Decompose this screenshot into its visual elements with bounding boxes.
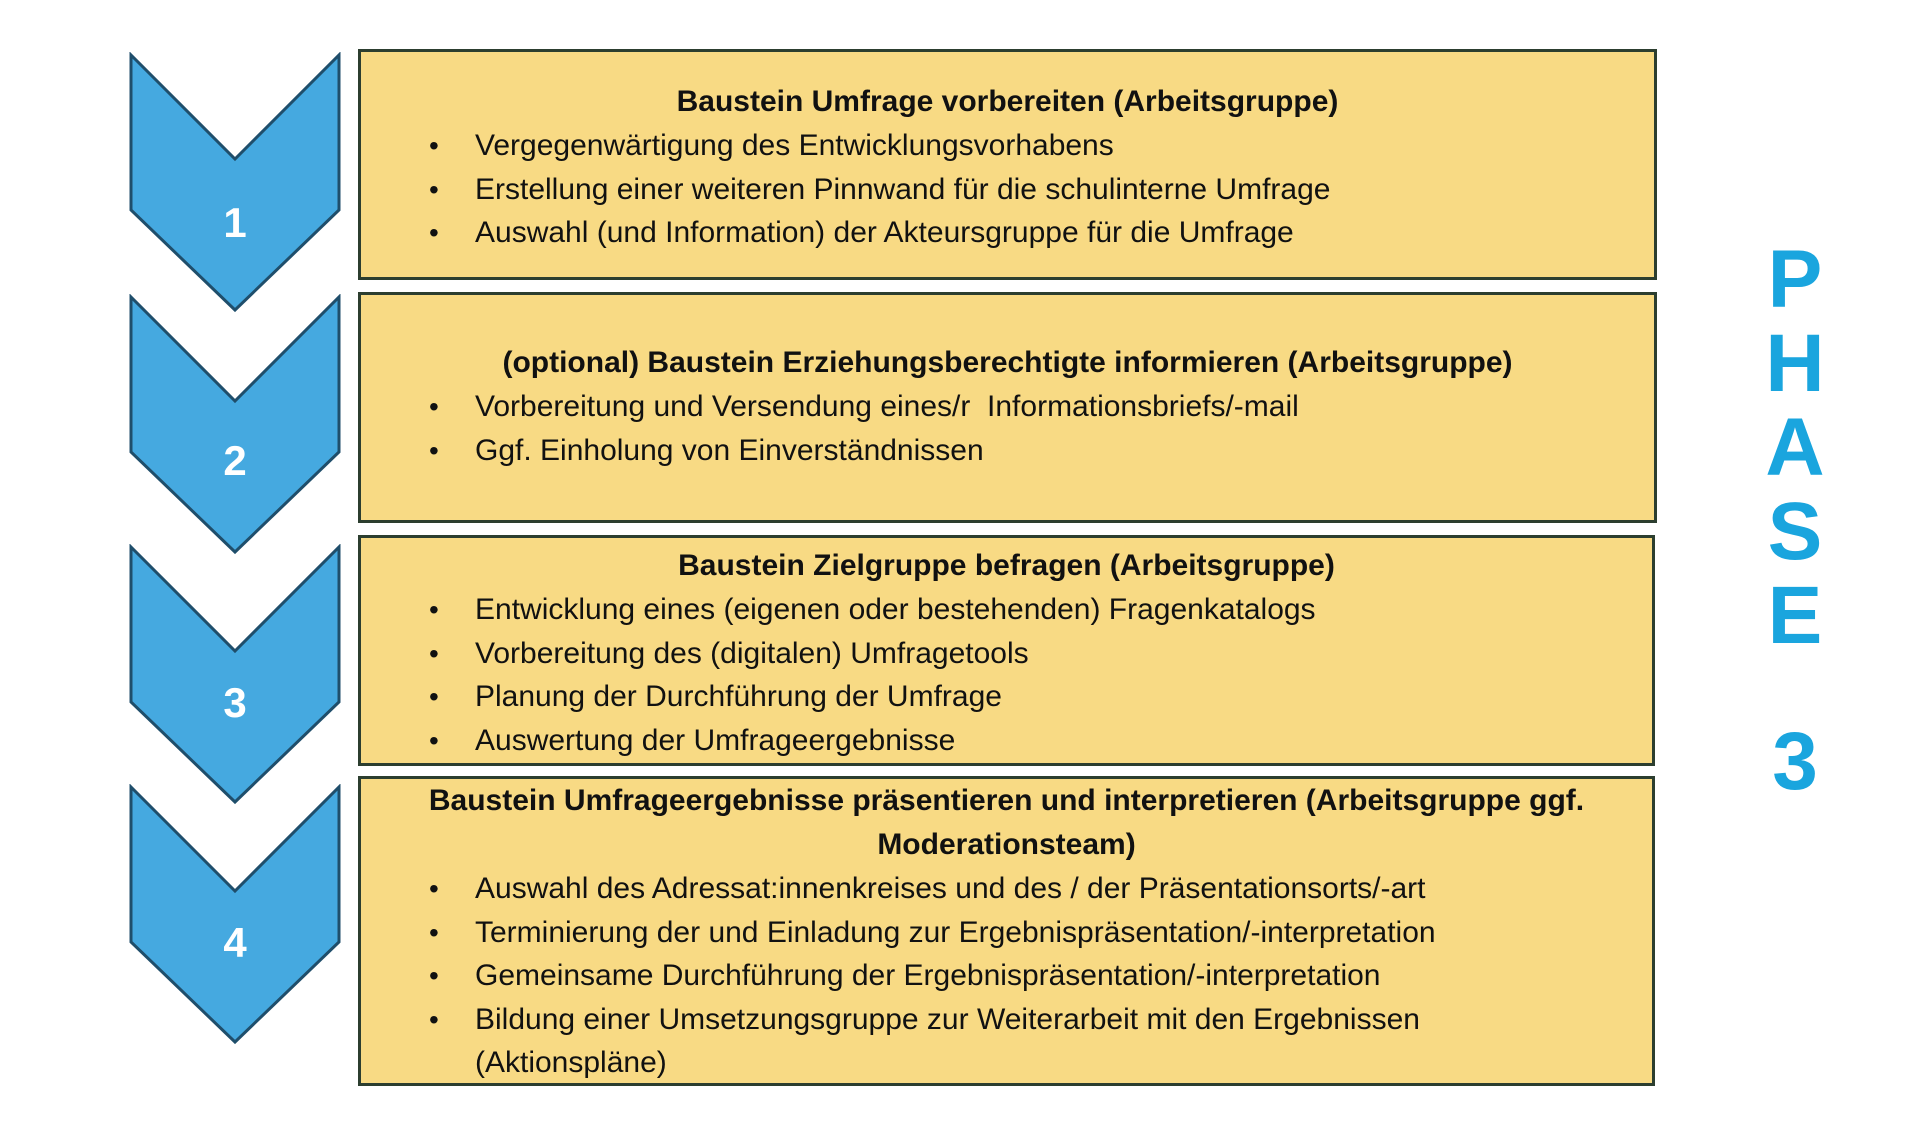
bullet-icon: • xyxy=(429,681,439,712)
step-3-box xyxy=(358,535,1655,766)
phase-label xyxy=(1760,234,1830,807)
step-4-box xyxy=(358,776,1655,1086)
list-item-text: Erstellung einer weiteren Pinnwand für die schulinterne Umfrage xyxy=(475,172,1331,206)
list-item-text: Terminierung der und Einladung zur Ergebnispräsentation/-interpretation xyxy=(475,915,1436,949)
step-3-chevron xyxy=(128,544,342,805)
list-item xyxy=(429,954,1568,998)
step-1-box xyxy=(358,49,1657,280)
phase-number: 3 xyxy=(1772,716,1818,807)
bullet-icon: • xyxy=(429,873,439,904)
step-3-number: 3 xyxy=(223,679,247,726)
bullet-icon: • xyxy=(429,391,439,422)
phase-letter-s: S xyxy=(1767,486,1823,577)
list-item xyxy=(429,998,1568,1085)
bullet-icon: • xyxy=(429,724,439,756)
step-3-list xyxy=(391,588,1622,762)
bullet-icon: • xyxy=(429,594,439,625)
phase-letter-e: E xyxy=(1767,570,1823,661)
step-1-chevron xyxy=(128,52,342,313)
bullet-icon: • xyxy=(429,1003,439,1035)
list-item-text: Ggf. Einholung von Einverständnissen xyxy=(475,433,984,467)
bullet-icon: • xyxy=(429,916,439,948)
list-item-text: Entwicklung eines (eigenen oder bestehenden) Fragenkatalogs xyxy=(475,593,1316,626)
step-4-title: Baustein Umfrageergebnisse präsentieren und interpretieren (Arbeitsgruppe ggf. Moderationsteam) xyxy=(428,784,1585,861)
bullet-icon: • xyxy=(429,130,439,161)
step-4-chevron xyxy=(128,784,342,1045)
list-item-text: Auswertung der Umfrageergebnisse xyxy=(475,723,956,757)
list-item-text: Vergegenwärtigung des Entwicklungsvorhabens xyxy=(475,129,1114,162)
list-item-text: Planung der Durchführung der Umfrage xyxy=(475,680,1002,713)
chevron-down-icon xyxy=(128,52,342,313)
list-item xyxy=(429,675,1622,719)
list-item xyxy=(429,867,1568,911)
list-item-text: Vorbereitung des (digitalen) Umfragetools xyxy=(475,636,1029,670)
step-2-box xyxy=(358,292,1657,523)
step-4-list xyxy=(385,867,1628,1085)
phase-letter-p: P xyxy=(1767,234,1823,325)
step-1-title: Baustein Umfrage vorbereiten (Arbeitsgruppe) xyxy=(676,85,1339,118)
list-item xyxy=(429,168,1624,212)
list-item xyxy=(429,211,1624,255)
step-2-chevron xyxy=(128,294,342,555)
step-2-title: (optional) Baustein Erziehungsberechtigte informieren (Arbeitsgruppe) xyxy=(502,346,1513,379)
chevron-down-icon xyxy=(128,294,342,555)
list-item-text: Gemeinsame Durchführung der Ergebnispräsentation/-interpretation xyxy=(475,959,1381,992)
chevron-shape xyxy=(131,55,339,310)
chevron-shape xyxy=(131,547,339,802)
list-item-text: Vorbereitung und Versendung eines/r Informationsbriefs/-mail xyxy=(475,390,1299,423)
list-item xyxy=(429,632,1622,676)
bullet-icon: • xyxy=(429,637,439,669)
list-item-text: Auswahl des Adressat:innenkreises und des / der Präsentationsorts/-art xyxy=(475,872,1426,905)
chevron-down-icon xyxy=(128,544,342,805)
list-item xyxy=(429,429,1624,473)
chevron-shape xyxy=(131,787,339,1042)
list-item xyxy=(429,385,1624,429)
chevron-shape xyxy=(131,297,339,552)
chevron-down-icon xyxy=(128,784,342,1045)
list-item xyxy=(429,588,1622,632)
phase-letter-a: A xyxy=(1765,402,1825,493)
bullet-icon: • xyxy=(429,173,439,205)
step-1-list xyxy=(391,124,1624,255)
list-item xyxy=(429,719,1622,763)
list-item xyxy=(429,124,1624,168)
phase-letter-h: H xyxy=(1765,318,1825,409)
list-item xyxy=(429,911,1568,955)
list-item-text: Auswahl (und Information) der Akteursgruppe für die Umfrage xyxy=(475,216,1294,249)
step-4-number: 4 xyxy=(223,919,247,966)
list-item-text: Bildung einer Umsetzungsgruppe zur Weiterarbeit mit den Ergebnissen (Aktionspläne) xyxy=(475,1002,1420,1079)
bullet-icon: • xyxy=(429,434,439,466)
bullet-icon: • xyxy=(429,217,439,248)
step-2-list xyxy=(391,385,1624,472)
bullet-icon: • xyxy=(429,960,439,991)
step-2-number: 2 xyxy=(223,437,247,484)
step-3-title: Baustein Zielgruppe befragen (Arbeitsgruppe) xyxy=(678,549,1335,582)
step-1-number: 1 xyxy=(223,199,247,246)
